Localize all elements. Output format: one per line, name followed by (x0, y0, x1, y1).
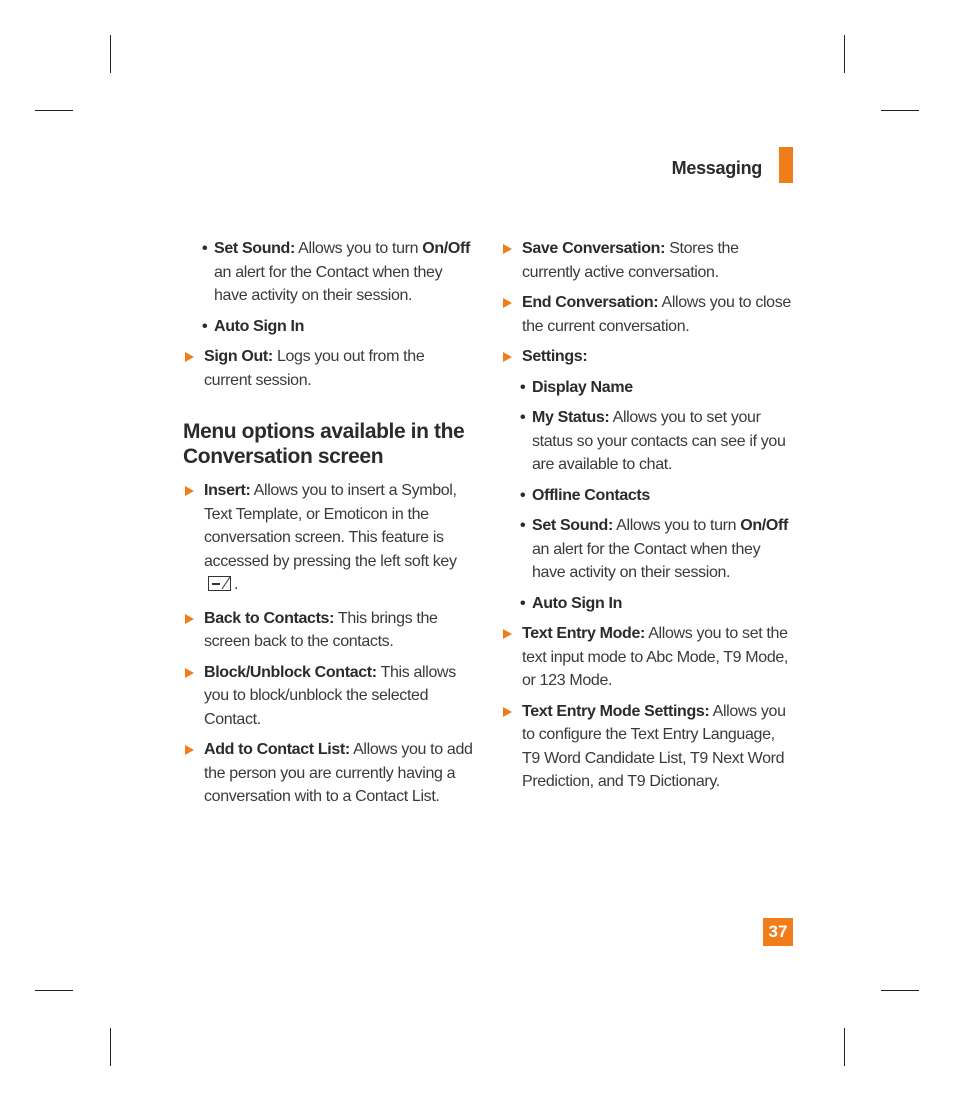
item-term: Auto Sign In (532, 594, 623, 612)
item-term: Text Entry Mode: (522, 625, 646, 642)
right-column (501, 237, 796, 801)
list-item-end-conversation (501, 291, 796, 338)
bullet-dot: • (520, 594, 526, 612)
page-number: 37 (763, 918, 793, 946)
item-text: This brings the screen back to the contacts. (204, 609, 438, 650)
list-item-text-entry-mode (501, 622, 796, 693)
crop-mark (881, 110, 919, 111)
item-text: Stores the currently active conversation. (522, 240, 739, 281)
item-term: End Conversation: (522, 294, 659, 311)
item-term: Set Sound: (214, 240, 295, 257)
item-term: My Status: (532, 409, 610, 426)
item-term: Display Name (532, 378, 633, 396)
list-item-settings (501, 345, 796, 369)
list-item-set-sound (501, 514, 796, 585)
item-text: Allows you to turn (298, 240, 423, 257)
left-column (183, 237, 473, 816)
crop-mark (35, 990, 73, 991)
item-text: Allows you to configure the Text Entry Language, T9 Word Candidate List, T9 Next Word Prediction, and T9 Dictionary. (522, 702, 786, 790)
item-text: Allows you to turn (616, 517, 741, 534)
list-item-set-sound (183, 237, 473, 308)
bullet-dot: • (520, 409, 526, 426)
off-label: Off (447, 240, 470, 257)
on-label: On (422, 240, 444, 257)
crop-mark (844, 35, 845, 73)
list-item-block-unblock-contact (183, 661, 473, 732)
list-item-save-conversation (501, 237, 796, 284)
item-term: Insert: (204, 482, 251, 499)
list-item-my-status (501, 406, 796, 477)
crop-mark (881, 990, 919, 991)
item-term: Add to Contact List: (204, 741, 350, 758)
item-term: Auto Sign In (214, 317, 305, 335)
item-term: Save Conversation: (522, 240, 666, 257)
bullet-dot: • (520, 486, 526, 504)
list-item-back-to-contacts (183, 607, 473, 654)
list-item-display-name (501, 376, 796, 400)
list-item-offline-contacts (501, 484, 796, 508)
item-text: Allows you to close the current conversation. (522, 294, 791, 335)
list-item-sign-out (183, 345, 473, 392)
item-term: Settings: (522, 348, 588, 365)
item-text-suffix: . (234, 576, 239, 593)
bullet-dot: • (202, 240, 208, 257)
item-term: Text Entry Mode Settings: (522, 702, 710, 720)
section-title: Messaging (671, 158, 762, 178)
item-term: Set Sound: (532, 517, 613, 534)
item-text: Allows you to insert a Symbol, Text Template, or Emoticon in the conversation screen. This feature is accessed by pressing the left soft key (204, 482, 457, 570)
slash: / (761, 517, 766, 534)
item-term: Sign Out: (204, 348, 273, 365)
left-soft-key-icon (208, 575, 234, 600)
bullet-dot: • (202, 317, 208, 335)
item-text: Allows you to set the text input mode to Abc Mode, T9 Mode, or 123 Mode. (522, 625, 789, 689)
on-label: On (740, 517, 762, 534)
item-text: Allows you to add the person you are currently having a conversation with to a Contact List. (204, 741, 473, 805)
crop-mark (35, 110, 73, 111)
item-text: an alert for the Contact when they have activity on their session. (214, 263, 443, 304)
list-item-text-entry-mode-settings (501, 700, 796, 794)
off-label: Off (765, 517, 788, 534)
bullet-dot: • (520, 378, 526, 396)
list-item-auto-sign-in (183, 315, 473, 339)
list-item-add-to-contact-list (183, 738, 473, 809)
item-text: Allows you to set your status so your contacts can see if you are available to chat. (532, 409, 786, 473)
item-text: Logs you out from the current session. (204, 348, 425, 389)
item-text: This allows you to block/unblock the selected Contact. (204, 663, 456, 728)
item-text: an alert for the Contact when they have activity on their session. (532, 540, 761, 581)
item-term: Block/Unblock Contact: (204, 663, 377, 681)
crop-mark (110, 1028, 111, 1066)
crop-mark (110, 35, 111, 73)
section-tab-marker (779, 147, 793, 183)
section-heading: Menu options available in the Conversation screen (183, 420, 465, 468)
crop-mark (844, 1028, 845, 1066)
list-item-insert (183, 479, 473, 600)
item-term: Offline Contacts (532, 486, 650, 504)
item-term: Back to Contacts: (204, 609, 335, 627)
bullet-dot: • (520, 517, 526, 534)
slash: / (443, 240, 448, 257)
list-item-auto-sign-in (501, 592, 796, 616)
